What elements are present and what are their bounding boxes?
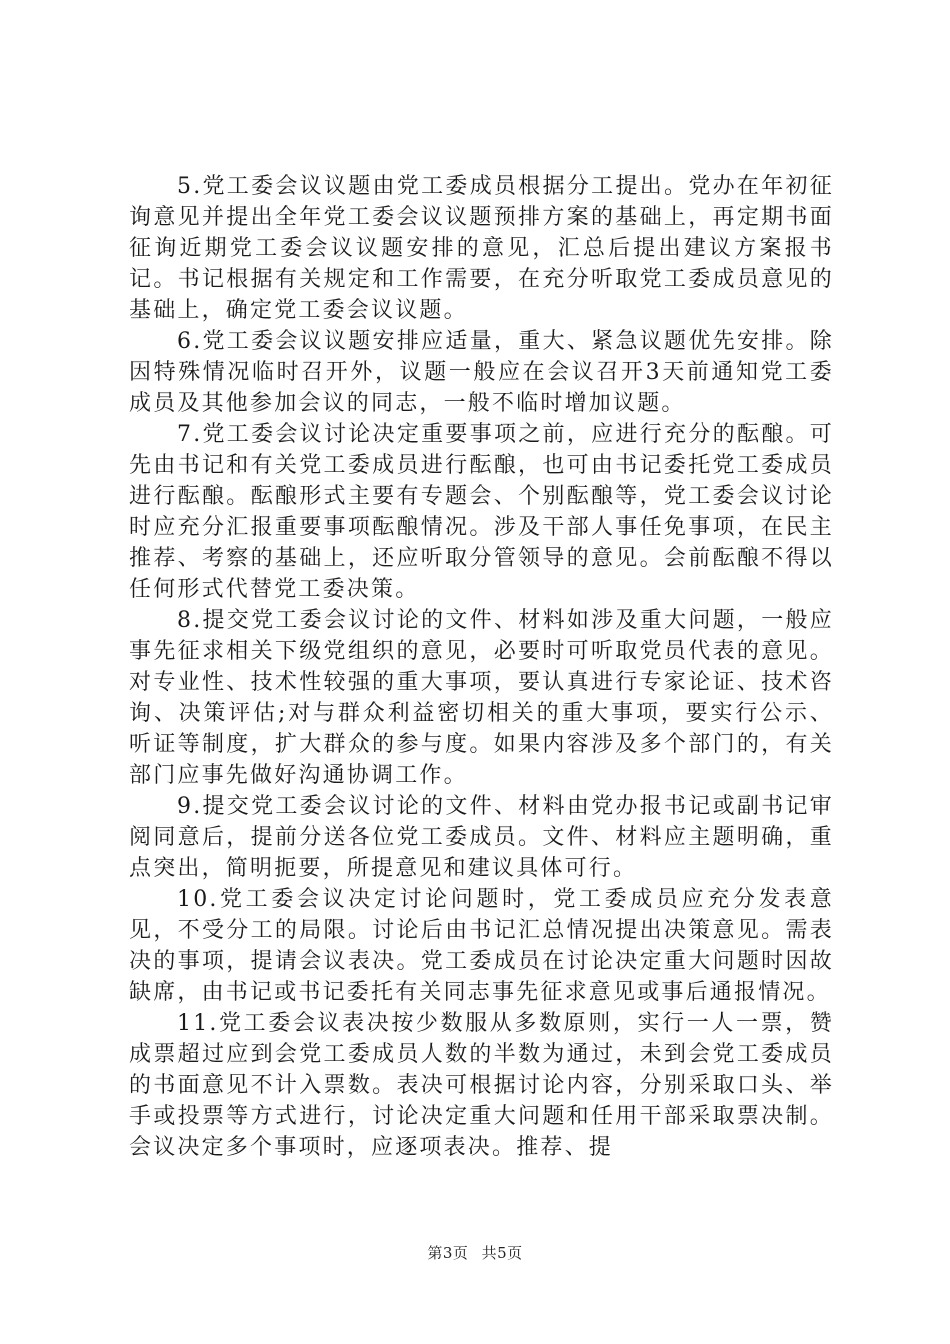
paragraph-item-9: 9.提交党工委会议讨论的文件、材料由党办报书记或副书记审阅同意后，提前分送各位党工委成员。文件、材料应主题明确，重点突出，简明扼要，所提意见和建议具体可行。 <box>129 794 834 881</box>
document-body <box>129 171 834 1163</box>
paragraph-item-11: 11.党工委会议表决按少数服从多数原则，实行一人一票，赞成票超过应到会党工委成员人数的半数为通过，未到会党工委成员的书面意见不计入票数。表决可根据讨论内容，分别采取口头、举手或投票等方式进行，讨论决定重大问题和任用干部采取票决制。会议决定多个事项时，应逐项表决。推荐、提 <box>129 1011 834 1160</box>
paragraph-item-5: 5.党工委会议议题由党工委成员根据分工提出。党办在年初征询意见并提出全年党工委会议议题预排方案的基础上，再定期书面征询近期党工委会议议题安排的意见，汇总后提出建议方案报书记。书记根据有关规定和工作需要，在充分听取党工委成员意见的基础上，确定党工委会议议题。 <box>129 174 834 323</box>
page-footer <box>0 1243 950 1263</box>
paragraph-item-6: 6.党工委会议议题安排应适量，重大、紧急议题优先安排。除因特殊情况临时召开外，议题一般应在会议召开3天前通知党工委成员及其他参加会议的同志，一般不临时增加议题。 <box>129 329 834 416</box>
paragraph-item-8: 8.提交党工委会议讨论的文件、材料如涉及重大问题，一般应事先征求相关下级党组织的意见，必要时可听取党员代表的意见。对专业性、技术性较强的重大事项，要认真进行专家论证、技术咨询、决策评估;对与群众利益密切相关的重大事项，要实行公示、听证等制度，扩大群众的参与度。如果内容涉及多个部门的，有关部门应事先做好沟通协调工作。 <box>129 608 834 788</box>
page-number: 第3页 <box>427 1244 469 1262</box>
page-total: 共5页 <box>481 1244 523 1262</box>
paragraph-item-7: 7.党工委会议讨论决定重要事项之前，应进行充分的酝酿。可先由书记和有关党工委成员进行酝酿，也可由书记委托党工委成员进行酝酿。酝酿形式主要有专题会、个别酝酿等，党工委会议讨论时应充分汇报重要事项酝酿情况。涉及干部人事任免事项，在民主推荐、考察的基础上，还应听取分管领导的意见。会前酝酿不得以任何形式代替党工委决策。 <box>129 422 834 602</box>
paragraph-item-10: 10.党工委会议决定讨论问题时，党工委成员应充分发表意见，不受分工的局限。讨论后由书记汇总情况提出决策意见。需表决的事项，提请会议表决。党工委成员在讨论决定重大问题时因故缺席，由书记或书记委托有关同志事先征求意见或事后通报情况。 <box>129 887 834 1005</box>
